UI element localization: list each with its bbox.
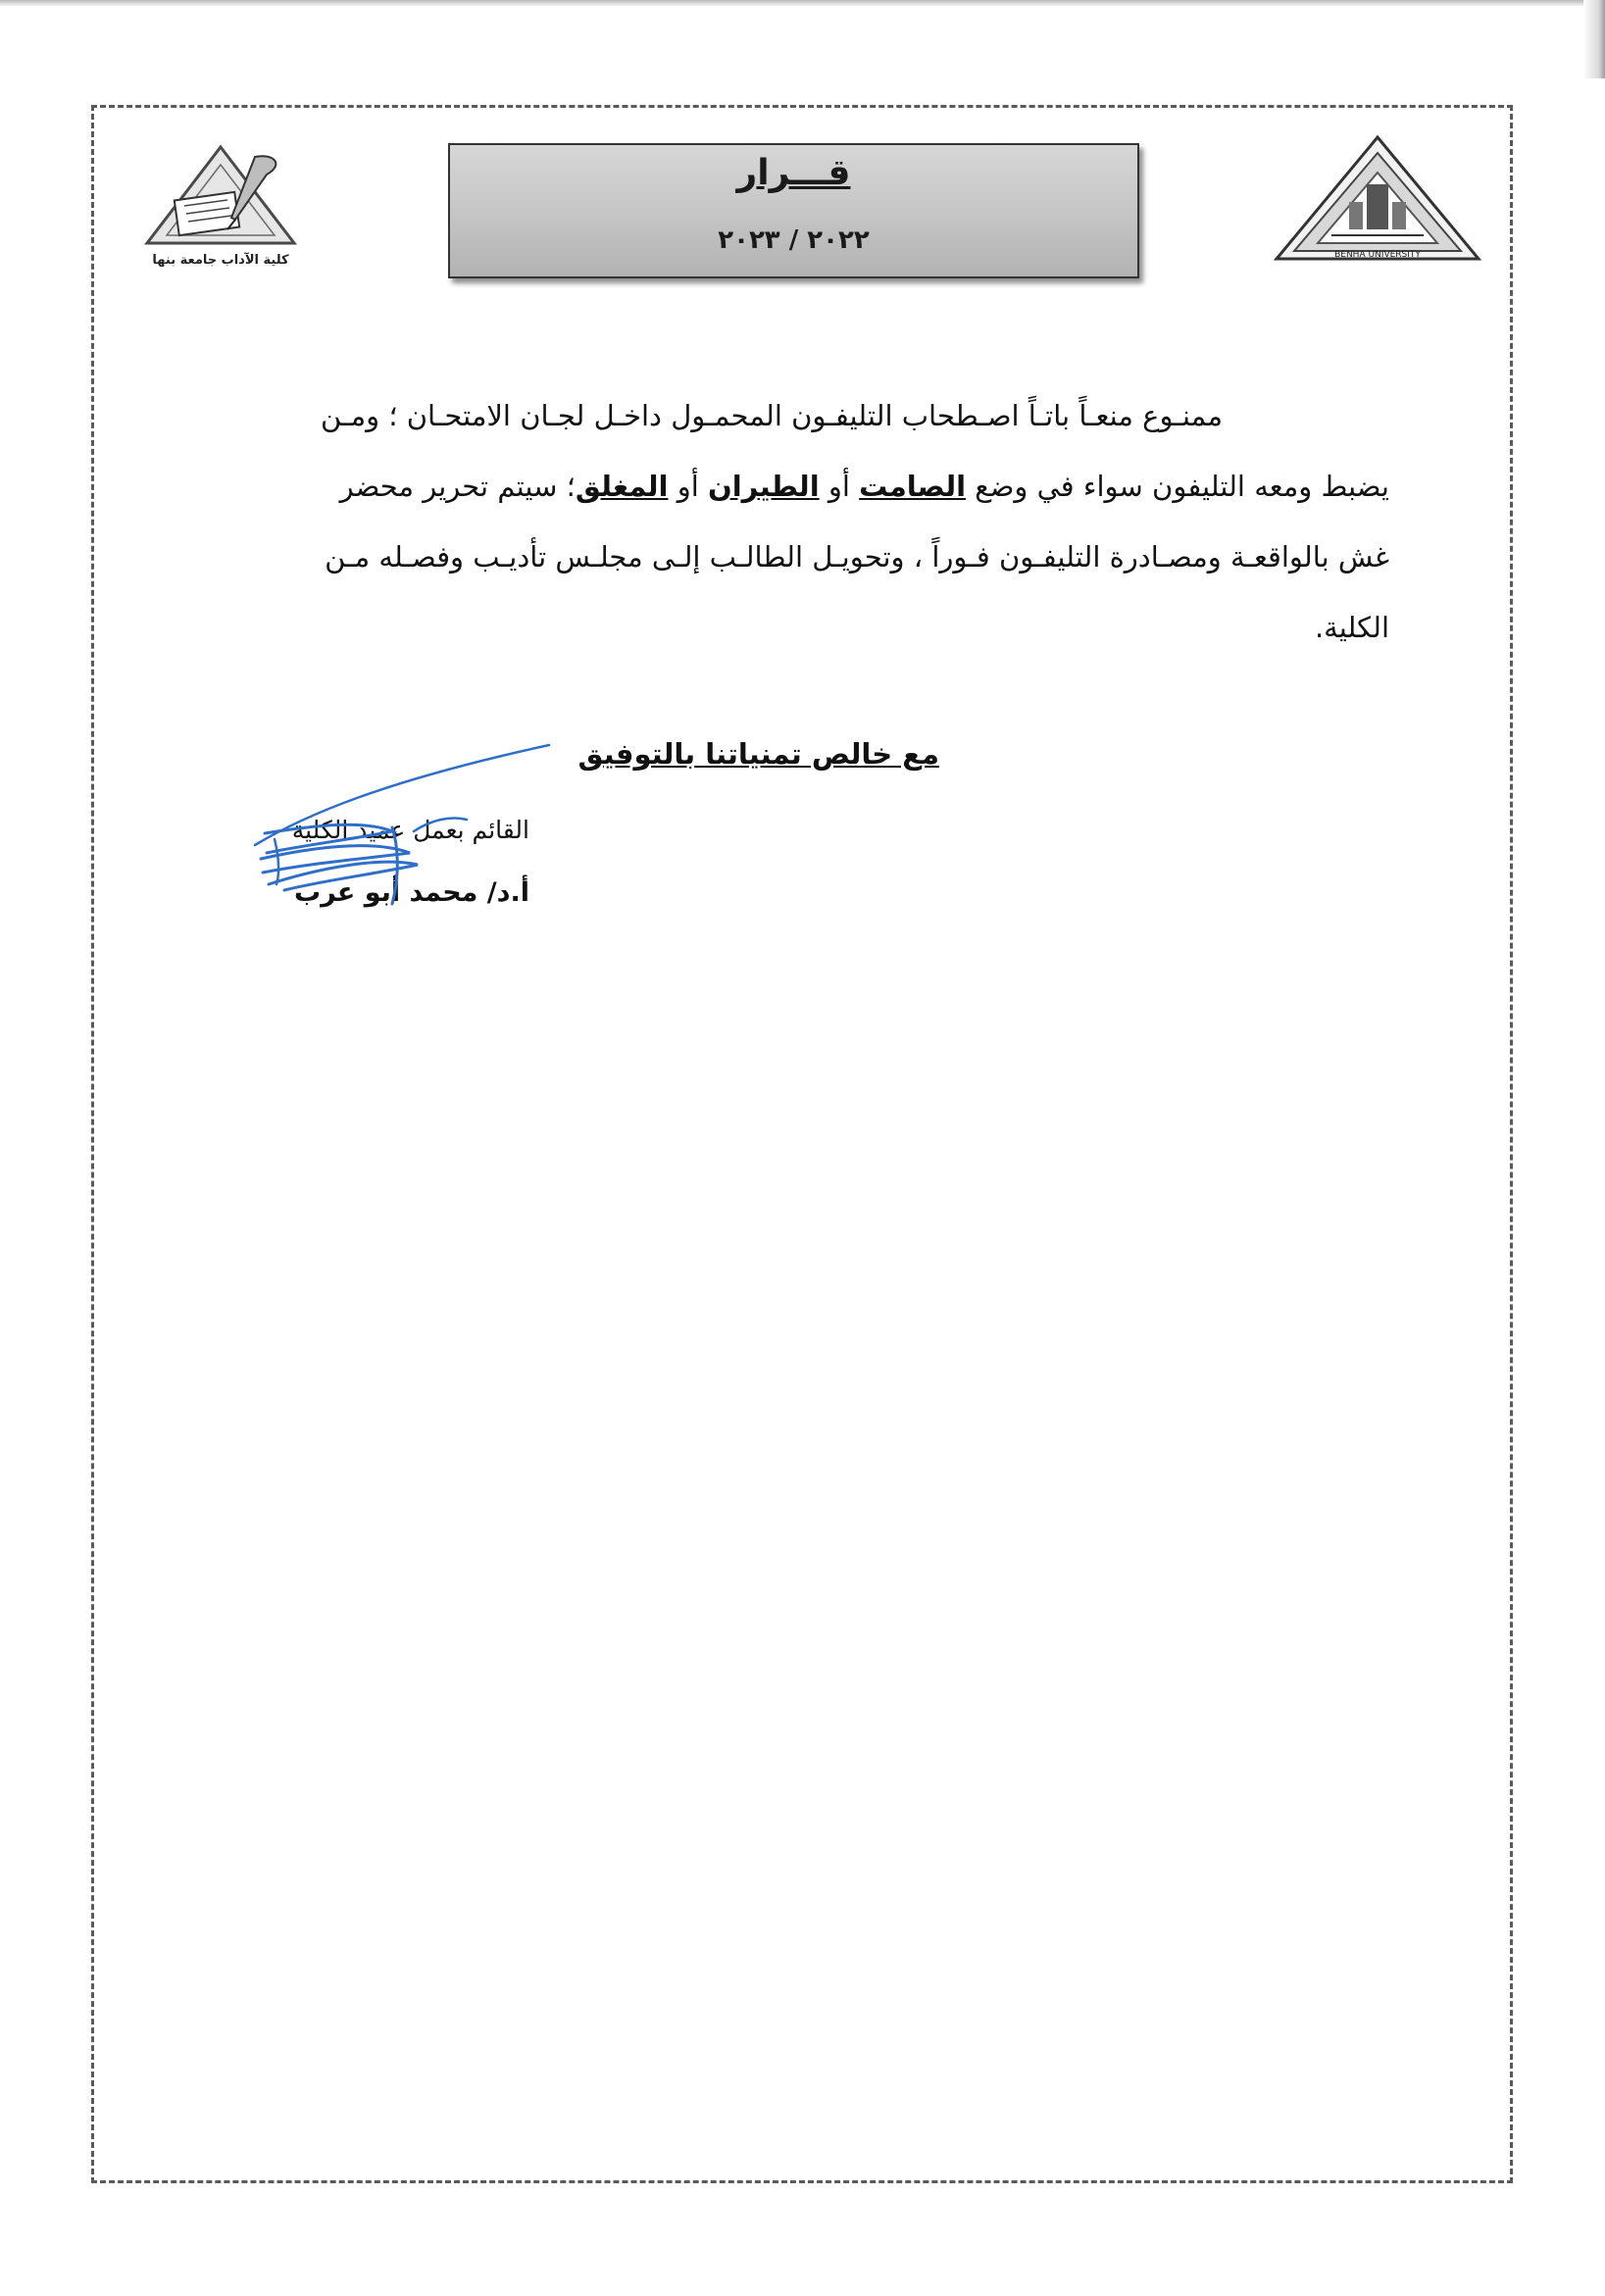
faculty-logo bbox=[137, 135, 304, 268]
closing-greeting: مع خالص تمنياتنا بالتوفيق bbox=[577, 737, 939, 771]
university-logo-caption: BENHA UNIVERSITY bbox=[1334, 250, 1421, 260]
keyword-flight: الطيران bbox=[707, 470, 820, 503]
university-logo bbox=[1273, 133, 1482, 265]
faculty-logo-icon bbox=[137, 135, 304, 268]
body-line-4: الكلية. bbox=[1314, 611, 1389, 644]
signatory-name: أ.د/ محمد أبو عرب bbox=[294, 877, 529, 908]
page-title: قـــرار bbox=[736, 153, 851, 193]
body-line-2 bbox=[201, 451, 1389, 522]
decision-body bbox=[201, 380, 1389, 663]
signature-block bbox=[235, 809, 529, 915]
body-line-3: غش بالواقعـة ومصـادرة التليفـون فـوراً ، وتحويـل الطالـب إلـى مجلـس تأديـب وفصـله مـن bbox=[325, 540, 1389, 574]
body-line-1: ممنـوع منعـاً باتـاً اصـطحاب التليفـون المحمـول داخـل لجـان الامتحـان ؛ ومـن bbox=[321, 399, 1223, 432]
academic-year: ٢٠٢٢ / ٢٠٢٣ bbox=[718, 225, 870, 255]
decision-title-box bbox=[448, 143, 1139, 278]
university-logo-icon bbox=[1273, 133, 1482, 265]
body-line-2-start: يضبط ومعه التليفون سواء في وضع bbox=[966, 470, 1389, 503]
faculty-logo-caption: كلية الآداب جامعة بنها bbox=[152, 253, 289, 268]
scan-right-edge bbox=[1583, 0, 1605, 78]
scan-top-edge bbox=[0, 0, 1605, 6]
signatory-role: القائم بعمل عميد الكلية bbox=[291, 816, 529, 844]
conjunction-or-1: أو bbox=[819, 470, 860, 503]
conjunction-or-2: أو bbox=[668, 470, 708, 503]
keyword-off: المغلق bbox=[575, 470, 669, 503]
keyword-silent: الصامت bbox=[859, 470, 967, 503]
body-line-2-end: ؛ سيتم تحرير محضر bbox=[339, 470, 576, 503]
